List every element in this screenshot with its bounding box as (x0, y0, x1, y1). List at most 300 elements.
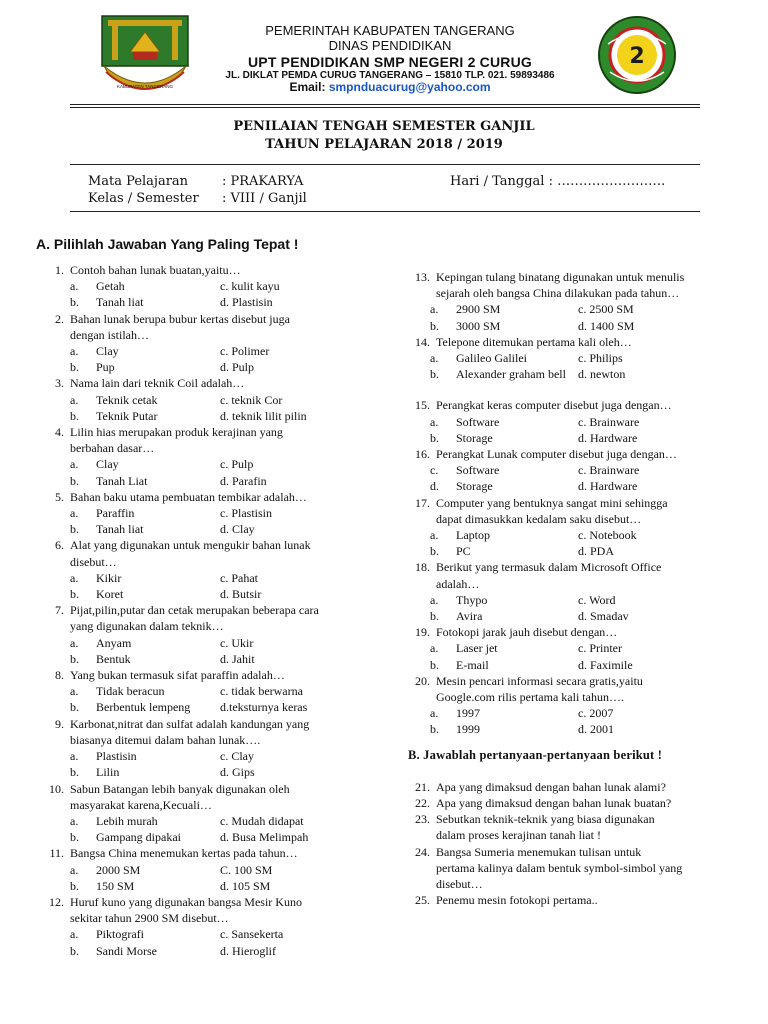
option-text: Gampang dipakai (96, 830, 181, 845)
answer-option: c. Sansekerta (220, 927, 284, 942)
answer-option (430, 527, 578, 543)
option-text: Thypo (456, 592, 488, 607)
question-line (408, 285, 748, 301)
question-item (408, 673, 748, 738)
question-text: Bangsa China menemukan kertas pada tahun… (70, 846, 298, 861)
answer-option-row (36, 521, 376, 537)
option-letter: a. (70, 279, 79, 294)
option-text: Piktografi (96, 927, 144, 942)
question-text: Yang bukan termasuk sifat paraffin adalah… (70, 668, 285, 683)
question-line (36, 489, 376, 505)
option-text: 3000 SM (456, 318, 501, 333)
question-number (408, 576, 436, 592)
question-text: berbahan dasar… (70, 441, 155, 456)
option-text: Lebih murah (96, 813, 158, 828)
answer-option: c. Brainware (578, 414, 640, 429)
option-text: Clay (96, 457, 119, 472)
answer-option-row (408, 721, 748, 737)
option-text: 2000 SM (96, 862, 141, 877)
section-b-title: B. Jawablah pertanyaan-pertanyaan berikut ! (408, 747, 663, 762)
answer-option (70, 456, 220, 472)
question-text: Huruf kuno yang digunakan bangsa Mesir Kuno (70, 894, 302, 909)
answer-option: d. Smadav (578, 609, 629, 624)
question-number: 25. (415, 893, 430, 908)
answer-option-row (408, 414, 748, 430)
option-text: 1997 (456, 706, 480, 721)
question-text: sejarah oleh bangsa China dilakukan pada tahun… (436, 286, 680, 301)
question-item (36, 667, 376, 716)
answer-option-row (36, 392, 376, 408)
option-text: Laptop (456, 528, 490, 543)
subject-label: Mata Pelajaran (88, 174, 189, 189)
option-text: Teknik cetak (96, 392, 158, 407)
answer-option-row (36, 878, 376, 894)
answer-option: d. Hardware (578, 479, 638, 494)
answer-option-row (408, 640, 748, 656)
question-number: 20. (415, 673, 430, 688)
question-line (408, 559, 748, 575)
school-emblem-icon (596, 14, 678, 96)
answer-option (430, 478, 578, 494)
class-value: : VIII / Ganjil (222, 191, 307, 206)
question-line (408, 673, 748, 689)
option-letter: a. (70, 684, 79, 699)
question-text: Pijat,pilin,putar dan cetak merupakan beberapa cara (70, 603, 319, 618)
answer-option (430, 318, 578, 334)
answer-option (70, 813, 220, 829)
answer-option-row (36, 343, 376, 359)
answer-option-row (408, 350, 748, 366)
answer-option-row (408, 543, 748, 559)
question-number (36, 618, 70, 634)
option-letter: b. (70, 295, 79, 310)
emblem-number: 2 (629, 44, 645, 69)
answer-option (70, 635, 220, 651)
answer-option (70, 926, 220, 942)
option-text: Avira (456, 609, 483, 624)
question-line (36, 732, 376, 748)
kop-line-1: PEMERINTAH KABUPATEN TANGERANG (265, 23, 515, 38)
date-field: Hari / Tanggal : ……………………. (450, 174, 666, 189)
emblem-caption: KABUPATEN TANGERANG (117, 84, 173, 89)
answer-option (70, 748, 220, 764)
question-line (408, 844, 748, 860)
option-text: Kikir (96, 570, 122, 585)
question-number: 21. (415, 779, 430, 794)
answer-option-row (36, 635, 376, 651)
option-letter: a. (70, 506, 79, 521)
option-text: Pup (96, 360, 115, 375)
question-text: Berikut yang termasuk dalam Microsoft Office (436, 560, 662, 575)
option-letter: b. (430, 657, 439, 672)
option-letter: a. (70, 635, 79, 650)
answer-option: d. Busa Melimpah (220, 830, 309, 845)
option-letter: b. (70, 765, 79, 780)
option-text: 2900 SM (456, 302, 501, 317)
question-number: 18. (415, 560, 430, 575)
option-text: Bentuk (96, 651, 131, 666)
exam-title-line-2: TAHUN PELAJARAN 2018 / 2019 (265, 136, 503, 152)
option-text: 150 SM (96, 878, 135, 893)
option-text: Storage (456, 430, 493, 445)
answer-option-row (36, 294, 376, 310)
answer-option: c. Printer (578, 641, 622, 656)
question-number (36, 797, 70, 813)
question-text: masyarakat karena,Kecuali… (70, 797, 212, 812)
option-text: Laser jet (456, 641, 498, 656)
questions-column-right (408, 269, 748, 908)
answer-option (430, 366, 578, 382)
question-text: dapat dimasukkan kedalam saku disebut… (436, 511, 642, 526)
question-item (36, 375, 376, 424)
question-item (408, 844, 748, 893)
question-item (408, 495, 748, 560)
option-text: Koret (96, 587, 124, 602)
question-number (408, 285, 436, 301)
question-text: Computer yang bentuknya sangat mini sehingga (436, 495, 668, 510)
option-letter: a. (430, 302, 439, 317)
answer-option (430, 414, 578, 430)
option-text: Software (456, 463, 500, 478)
answer-option: d. Hardware (578, 430, 638, 445)
question-line (36, 716, 376, 732)
question-number: 24. (415, 844, 430, 859)
option-text: Teknik Putar (96, 408, 158, 423)
option-letter: a. (70, 392, 79, 407)
question-line (408, 827, 748, 843)
question-item (36, 845, 376, 894)
option-letter: b. (70, 700, 79, 715)
option-letter: b. (70, 408, 79, 423)
answer-option (430, 657, 578, 673)
question-number: 12. (49, 894, 64, 909)
question-item (36, 602, 376, 667)
question-number: 1. (55, 263, 64, 277)
answer-option: d. Pulp (220, 360, 255, 375)
question-number: 5. (55, 489, 64, 504)
question-text: sekitar tahun 2900 SM disebut… (70, 911, 229, 926)
answer-option-row (36, 862, 376, 878)
question-item (36, 781, 376, 846)
kop-address: JL. DIKLAT PEMDA CURUG TANGERANG – 15810 TLP. 021. 59893486 (225, 69, 555, 81)
question-item (408, 795, 748, 811)
question-number: 14. (415, 334, 430, 349)
answer-option: d. Butsir (220, 587, 262, 602)
answer-option (430, 592, 578, 608)
option-text: E-mail (456, 657, 489, 672)
answer-option: d. newton (578, 367, 626, 382)
question-text: Sabun Batangan lebih banyak digunakan oleh (70, 781, 290, 796)
question-number: 19. (415, 625, 430, 640)
answer-option: d. Plastisin (220, 295, 273, 310)
email-label: Email: (289, 80, 329, 95)
option-text: Paraffin (96, 506, 135, 521)
answer-option: c. 2007 (578, 706, 614, 721)
question-line (408, 876, 748, 892)
question-item (36, 716, 376, 781)
question-line (36, 424, 376, 440)
question-number (408, 860, 436, 876)
question-text: Google.com rilis pertama kali tahun…. (436, 690, 624, 705)
answer-option: c. Plastisin (220, 506, 273, 521)
answer-option-row (408, 318, 748, 334)
answer-option-row (36, 408, 376, 424)
answer-option-row (36, 813, 376, 829)
answer-option-row (408, 608, 748, 624)
kop-line-3: UPT PENDIDIKAN SMP NEGERI 2 CURUG (247, 53, 533, 70)
question-number: 3. (55, 376, 64, 391)
answer-option (70, 651, 220, 667)
answer-option (430, 462, 578, 478)
answer-option: d. 2001 (578, 722, 614, 737)
answer-option: c. Pahat (220, 570, 258, 585)
option-letter: b. (70, 587, 79, 602)
answer-option-row (36, 586, 376, 602)
question-number: 16. (415, 447, 430, 462)
answer-option-row (36, 829, 376, 845)
option-letter: b. (430, 318, 439, 333)
answer-option-row (36, 456, 376, 472)
answer-option (70, 359, 220, 375)
question-text: Sebutkan teknik-teknik yang biasa digunakan (436, 812, 655, 827)
option-text: Alexander graham bell (456, 367, 566, 382)
answer-option-row (408, 705, 748, 721)
question-number: 8. (55, 668, 64, 683)
answer-option-row (36, 505, 376, 521)
answer-option-row (36, 359, 376, 375)
question-text: adalah… (436, 576, 480, 591)
meta-bottom-rule (70, 211, 700, 212)
option-text: Software (456, 414, 500, 429)
option-text: Storage (456, 479, 493, 494)
class-label: Kelas / Semester (88, 191, 199, 206)
question-number: 9. (55, 716, 64, 731)
answer-option: d. Jahit (220, 651, 255, 666)
answer-option: c. Notebook (578, 528, 637, 543)
answer-option: c. Word (578, 592, 616, 607)
question-number (408, 827, 436, 843)
question-text: disebut… (70, 554, 117, 569)
question-text: yang digunakan dalam teknik… (70, 619, 224, 634)
question-list-right (408, 269, 748, 738)
question-text: pertama kalinya dalam bentuk symbol-simbol yang (436, 860, 683, 875)
answer-option (70, 521, 220, 537)
question-number: 4. (55, 425, 64, 440)
answer-option (70, 392, 220, 408)
option-letter: a. (430, 528, 439, 543)
option-letter: d. (430, 479, 439, 494)
question-line (408, 511, 748, 527)
meta-top-rule (70, 164, 700, 165)
answer-option (70, 473, 220, 489)
question-line (408, 892, 748, 908)
question-line (36, 667, 376, 683)
option-text: Tanah Liat (96, 473, 148, 488)
question-text: Fotokopi jarak jauh disebut dengan… (436, 625, 618, 640)
question-line (408, 795, 748, 811)
subject-value: : PRAKARYA (222, 174, 304, 189)
question-gap (408, 382, 748, 397)
kabupaten-emblem-icon (100, 14, 190, 94)
question-line (408, 779, 748, 795)
answer-option-row (36, 570, 376, 586)
answer-option (70, 294, 220, 310)
question-number (408, 689, 436, 705)
question-text: dalam proses kerajinan tanah liat ! (436, 828, 601, 843)
option-text: Tidak beracun (96, 684, 165, 699)
question-line (36, 537, 376, 553)
option-text: Plastisin (96, 749, 137, 764)
answer-option: c. Ukir (220, 635, 254, 650)
option-letter: b. (70, 651, 79, 666)
question-number: 10. (49, 781, 64, 796)
answer-option-row (36, 699, 376, 715)
question-text: Bangsa Sumeria menemukan tulisan untuk (436, 844, 642, 859)
exam-title (0, 118, 768, 153)
question-text: Kepingan tulang binatang digunakan untuk menulis (436, 270, 685, 284)
question-item (408, 446, 748, 495)
question-text: Apa yang dimaksud dengan bahan lunak buatan? (436, 795, 672, 810)
answer-option (70, 878, 220, 894)
exam-title-line-1: PENILAIAN TENGAH SEMESTER GANJIL (233, 119, 535, 134)
question-line (36, 375, 376, 391)
answer-option: c. Polimer (220, 344, 270, 359)
question-line (408, 269, 748, 285)
answer-option-row (408, 366, 748, 382)
answer-option (430, 608, 578, 624)
question-line (408, 446, 748, 462)
question-item (36, 311, 376, 376)
answer-option (70, 862, 220, 878)
answer-option (70, 699, 220, 715)
question-line (408, 860, 748, 876)
question-number (36, 910, 70, 926)
question-text: disebut… (436, 876, 483, 891)
option-letter: a. (430, 414, 439, 429)
answer-option (70, 943, 220, 959)
answer-option (70, 829, 220, 845)
answer-option-row (36, 943, 376, 959)
question-number (36, 732, 70, 748)
kop-line-2: DINAS PENDIDIKAN (328, 37, 452, 53)
question-text: Perangkat keras computer disebut juga dengan… (436, 398, 672, 413)
option-letter: a. (70, 813, 79, 828)
option-letter: a. (70, 927, 79, 942)
questions-column-left (36, 236, 376, 959)
question-number (408, 511, 436, 527)
option-letter: b. (430, 609, 439, 624)
question-text: Apa yang dimaksud dengan bahan lunak alami? (436, 779, 666, 794)
question-text: Nama lain dari teknik Coil adalah… (70, 376, 245, 391)
question-number (36, 327, 70, 343)
question-number (408, 876, 436, 892)
question-text: Penemu mesin fotokopi pertama.. (436, 893, 598, 908)
answer-option (70, 278, 220, 294)
option-letter: b. (70, 522, 79, 537)
essay-list (408, 779, 748, 909)
answer-option (430, 721, 578, 737)
question-item (36, 537, 376, 602)
question-text: Telepone ditemukan pertama kali oleh… (436, 334, 632, 349)
answer-option: d. Gips (220, 765, 255, 780)
answer-option (70, 505, 220, 521)
answer-option: d. Parafin (220, 473, 267, 488)
question-number: 7. (55, 603, 64, 618)
letterhead-divider (70, 104, 700, 108)
question-line (408, 397, 748, 413)
answer-option (70, 343, 220, 359)
question-line (36, 327, 376, 343)
answer-option (430, 350, 578, 366)
option-letter: b. (430, 544, 439, 559)
question-item (408, 397, 748, 446)
answer-option: C. 100 SM (220, 862, 273, 877)
answer-option: d. Faximile (578, 657, 633, 672)
option-text: Clay (96, 344, 119, 359)
question-item (36, 262, 376, 311)
question-item (408, 892, 748, 908)
question-number: 17. (415, 495, 430, 510)
question-line (36, 554, 376, 570)
answer-option (70, 683, 220, 699)
question-number (36, 554, 70, 570)
question-text: Bahan baku utama pembuatan tembikar adalah… (70, 489, 307, 504)
option-letter: b. (430, 430, 439, 445)
option-text: Berbentuk lempeng (96, 700, 191, 715)
answer-option (430, 430, 578, 446)
option-text: Anyam (96, 635, 132, 650)
email-link[interactable]: smpnduacurug@yahoo.com (328, 80, 491, 95)
answer-option-row (36, 651, 376, 667)
option-text: Sandi Morse (96, 943, 157, 958)
answer-option-row (408, 592, 748, 608)
question-line (408, 811, 748, 827)
answer-option-row (408, 527, 748, 543)
answer-option-row (408, 430, 748, 446)
answer-option (430, 640, 578, 656)
answer-option: c. Pulp (220, 457, 254, 472)
question-text: Perangkat Lunak computer disebut juga dengan… (436, 447, 677, 462)
answer-option (430, 543, 578, 559)
answer-option: d.teksturnya keras (220, 700, 308, 715)
option-letter: a. (430, 351, 439, 366)
question-line (36, 602, 376, 618)
question-line (408, 689, 748, 705)
question-line (408, 624, 748, 640)
option-letter: a. (430, 706, 439, 721)
question-line (36, 262, 376, 278)
option-letter: b. (70, 878, 79, 893)
question-line (36, 440, 376, 456)
answer-option (70, 586, 220, 602)
question-text: Lilin hias merupakan produk kerajinan yang (70, 425, 283, 440)
question-text: Contoh bahan lunak buatan,yaitu… (70, 263, 241, 277)
question-text: biasanya ditemui dalam bahan lunak…. (70, 732, 261, 747)
answer-option-row (408, 301, 748, 317)
option-letter: a. (70, 457, 79, 472)
letterhead (190, 24, 590, 95)
answer-option-row (408, 478, 748, 494)
option-letter: c. (430, 463, 439, 478)
answer-option (70, 408, 220, 424)
answer-option (70, 764, 220, 780)
question-item (408, 559, 748, 624)
answer-option-row (36, 683, 376, 699)
answer-option-row (36, 278, 376, 294)
option-text: Getah (96, 279, 125, 294)
question-item (408, 811, 748, 843)
question-item (408, 334, 748, 383)
